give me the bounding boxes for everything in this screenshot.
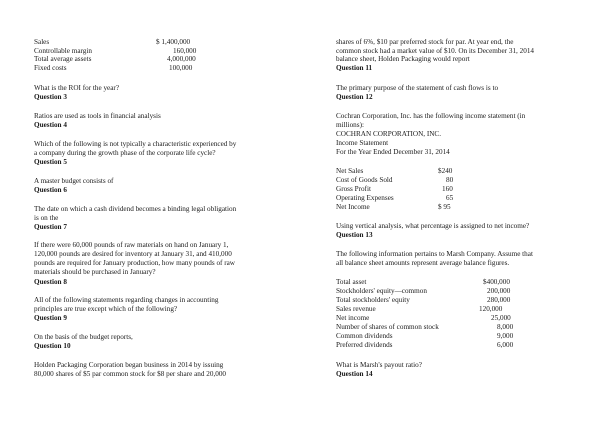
question-text: The following information pertains to Marsh Company. Assume that [336, 250, 533, 258]
marsh-value: 6,000 [497, 341, 514, 349]
question-heading: Question 6 [34, 186, 67, 194]
question-text: Which of the following is not typically a characteristic experienced by [34, 140, 237, 148]
income-label: Cost of Goods Sold [336, 176, 393, 184]
question-text: 80,000 shares of $5 par common stock for $8 per share and 20,000 [34, 370, 227, 378]
question-text: is on the [34, 214, 59, 222]
question-text: principles are true except which of the following? [34, 305, 178, 313]
income-label: Operating Expenses [336, 194, 394, 202]
marsh-label: Net income [336, 314, 370, 322]
income-label: Gross Profit [336, 185, 371, 193]
question-text: If there were 60,000 pounds of raw materials on hand on January 1, [34, 241, 229, 249]
income-label: Net Sales [336, 167, 364, 175]
fin-value: 4,000,000 [167, 55, 196, 64]
question-heading: Question 4 [34, 121, 67, 129]
question-heading: Question 12 [336, 93, 373, 101]
question-text: On the basis of the budget reports, [34, 333, 133, 341]
question-text: Cochran Corporation, Inc. has the following income statement (in [336, 112, 526, 120]
income-value: $ 95 [438, 203, 451, 211]
question-text: All of the following statements regarding changes in accounting [34, 296, 219, 304]
question-text: The date on which a cash dividend becomes a binding legal obligation [34, 205, 237, 213]
question-heading: Question 5 [34, 158, 67, 166]
marsh-label: Common dividends [336, 332, 393, 340]
question-heading: Question 13 [336, 231, 373, 239]
question-text: 120,000 pounds are desired for inventory at January 31, and 410,000 [34, 250, 232, 258]
question-heading: Question 14 [336, 370, 373, 378]
statement-period: For the Year Ended December 31, 2014 [336, 148, 450, 156]
marsh-value: 8,000 [497, 323, 514, 331]
marsh-label: Total asset [336, 278, 367, 286]
fin-value: $ 1,400,000 [156, 38, 191, 46]
fin-label: Fixed costs [34, 63, 67, 72]
statement-title: Income Statement [336, 139, 389, 147]
marsh-label: Total stockholders' equity [336, 296, 410, 304]
question-text: shares of 6%, $10 par preferred stock for par. At year end, the [336, 38, 514, 46]
marsh-value: 280,000 [487, 296, 511, 304]
income-label: Net Income [336, 203, 370, 211]
question-heading: Question 7 [34, 223, 67, 231]
question-text: What is Marsh's payout ratio? [336, 361, 422, 369]
question-text: materials should be purchased in January? [34, 268, 156, 276]
question-heading: Question 8 [34, 278, 67, 286]
fin-label: Controllable margin [34, 46, 92, 55]
question-text: Holden Packaging Corporation began business in 2014 by issuing [34, 361, 224, 369]
fin-label: Total average assets [34, 55, 92, 64]
fin-label: Sales [34, 38, 50, 46]
marsh-value: 25,000 [491, 314, 511, 322]
question-text: What is the ROI for the year? [34, 84, 120, 92]
marsh-label: Preferred dividends [336, 341, 393, 349]
question-heading: Question 10 [34, 342, 71, 350]
question-heading: Question 9 [34, 314, 67, 322]
income-value: 80 [446, 176, 454, 184]
question-text: Using vertical analysis, what percentage is assigned to net income? [336, 222, 530, 230]
question-text: all balance sheet amounts represent average balance figures. [336, 259, 510, 267]
question-text: pounds are required for January production, how many pounds of raw [34, 259, 235, 267]
marsh-label: Number of shares of common stock [336, 323, 439, 331]
question-heading: Question 11 [336, 64, 373, 72]
question-text: common stock had a market value of $10. On its December 31, 2014 [336, 46, 535, 55]
company-name: COCHRAN CORPORATION, INC. [336, 130, 442, 138]
question-text: a company during the growth phase of the corporate life cycle? [34, 149, 216, 157]
fin-value: 160,000 [173, 46, 197, 55]
income-value: 65 [446, 194, 454, 202]
marsh-value: 200,000 [487, 287, 511, 295]
fin-value: 100,000 [169, 63, 193, 72]
marsh-value: 9,000 [497, 332, 514, 340]
question-text: balance sheet, Holden Packaging would report [336, 55, 470, 64]
question-text: The primary purpose of the statement of cash flows is to [336, 84, 499, 92]
marsh-value: 120,000 [479, 305, 503, 313]
income-value: 160 [442, 185, 453, 193]
marsh-label: Sales revenue [336, 305, 376, 313]
marsh-label: Stockholders' equity—common [336, 287, 427, 295]
question-text: A master budget consists of [34, 177, 114, 185]
question-heading: Question 3 [34, 93, 67, 101]
marsh-value: $400,000 [483, 278, 510, 286]
question-text: Ratios are used as tools in financial analysis [34, 112, 161, 120]
income-value: $240 [438, 167, 453, 175]
question-text: millions): [336, 121, 364, 129]
